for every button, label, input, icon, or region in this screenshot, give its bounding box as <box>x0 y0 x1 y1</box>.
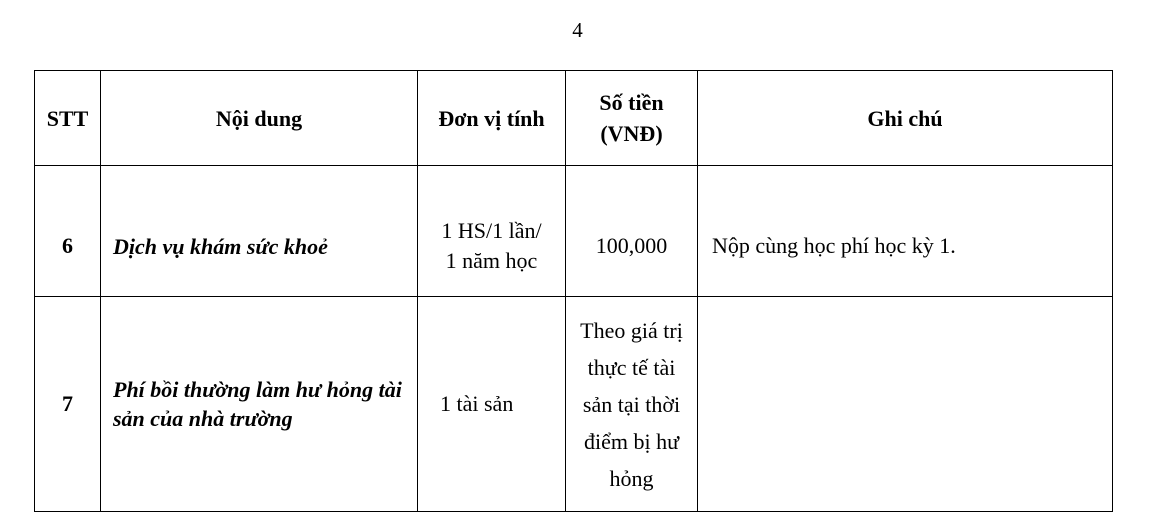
page-number: 4 <box>572 18 583 42</box>
header-amount <box>566 71 698 166</box>
header-content: Nội dung <box>101 71 418 166</box>
header-unit: Đơn vị tính <box>418 71 566 166</box>
row-content: Dịch vụ khám sức khoẻ <box>101 166 418 297</box>
header-note: Ghi chú <box>698 71 1113 166</box>
row-amount-line: Theo giá trị <box>580 317 683 343</box>
row-note: Nộp cùng học phí học kỳ 1. <box>698 166 1113 297</box>
row-content: Phí bồi thường làm hư hỏng tài sản của nhà trường <box>101 297 418 512</box>
header-amount-line1: Số tiền <box>599 90 664 115</box>
fee-table <box>34 70 1113 512</box>
row-amount-line: thực tế tài <box>587 354 676 380</box>
header-stt: STT <box>35 71 101 166</box>
row-unit-line1: 1 HS/1 lần/ <box>441 218 542 243</box>
row-amount <box>566 297 698 512</box>
table-row <box>35 166 1113 297</box>
row-unit: 1 tài sản <box>418 297 566 512</box>
table-header-row <box>35 71 1113 166</box>
table-row <box>35 297 1113 512</box>
row-unit-line2: 1 năm học <box>445 248 538 273</box>
row-amount: 100,000 <box>566 166 698 297</box>
row-unit <box>418 166 566 297</box>
row-amount-line: điểm bị hư <box>583 428 680 454</box>
row-stt: 7 <box>35 297 101 512</box>
header-amount-line2: (VNĐ) <box>600 121 663 146</box>
row-amount-line: sản tại thời <box>582 391 681 417</box>
row-note <box>698 297 1113 512</box>
row-stt: 6 <box>35 166 101 297</box>
row-amount-line: hỏng <box>609 465 654 491</box>
